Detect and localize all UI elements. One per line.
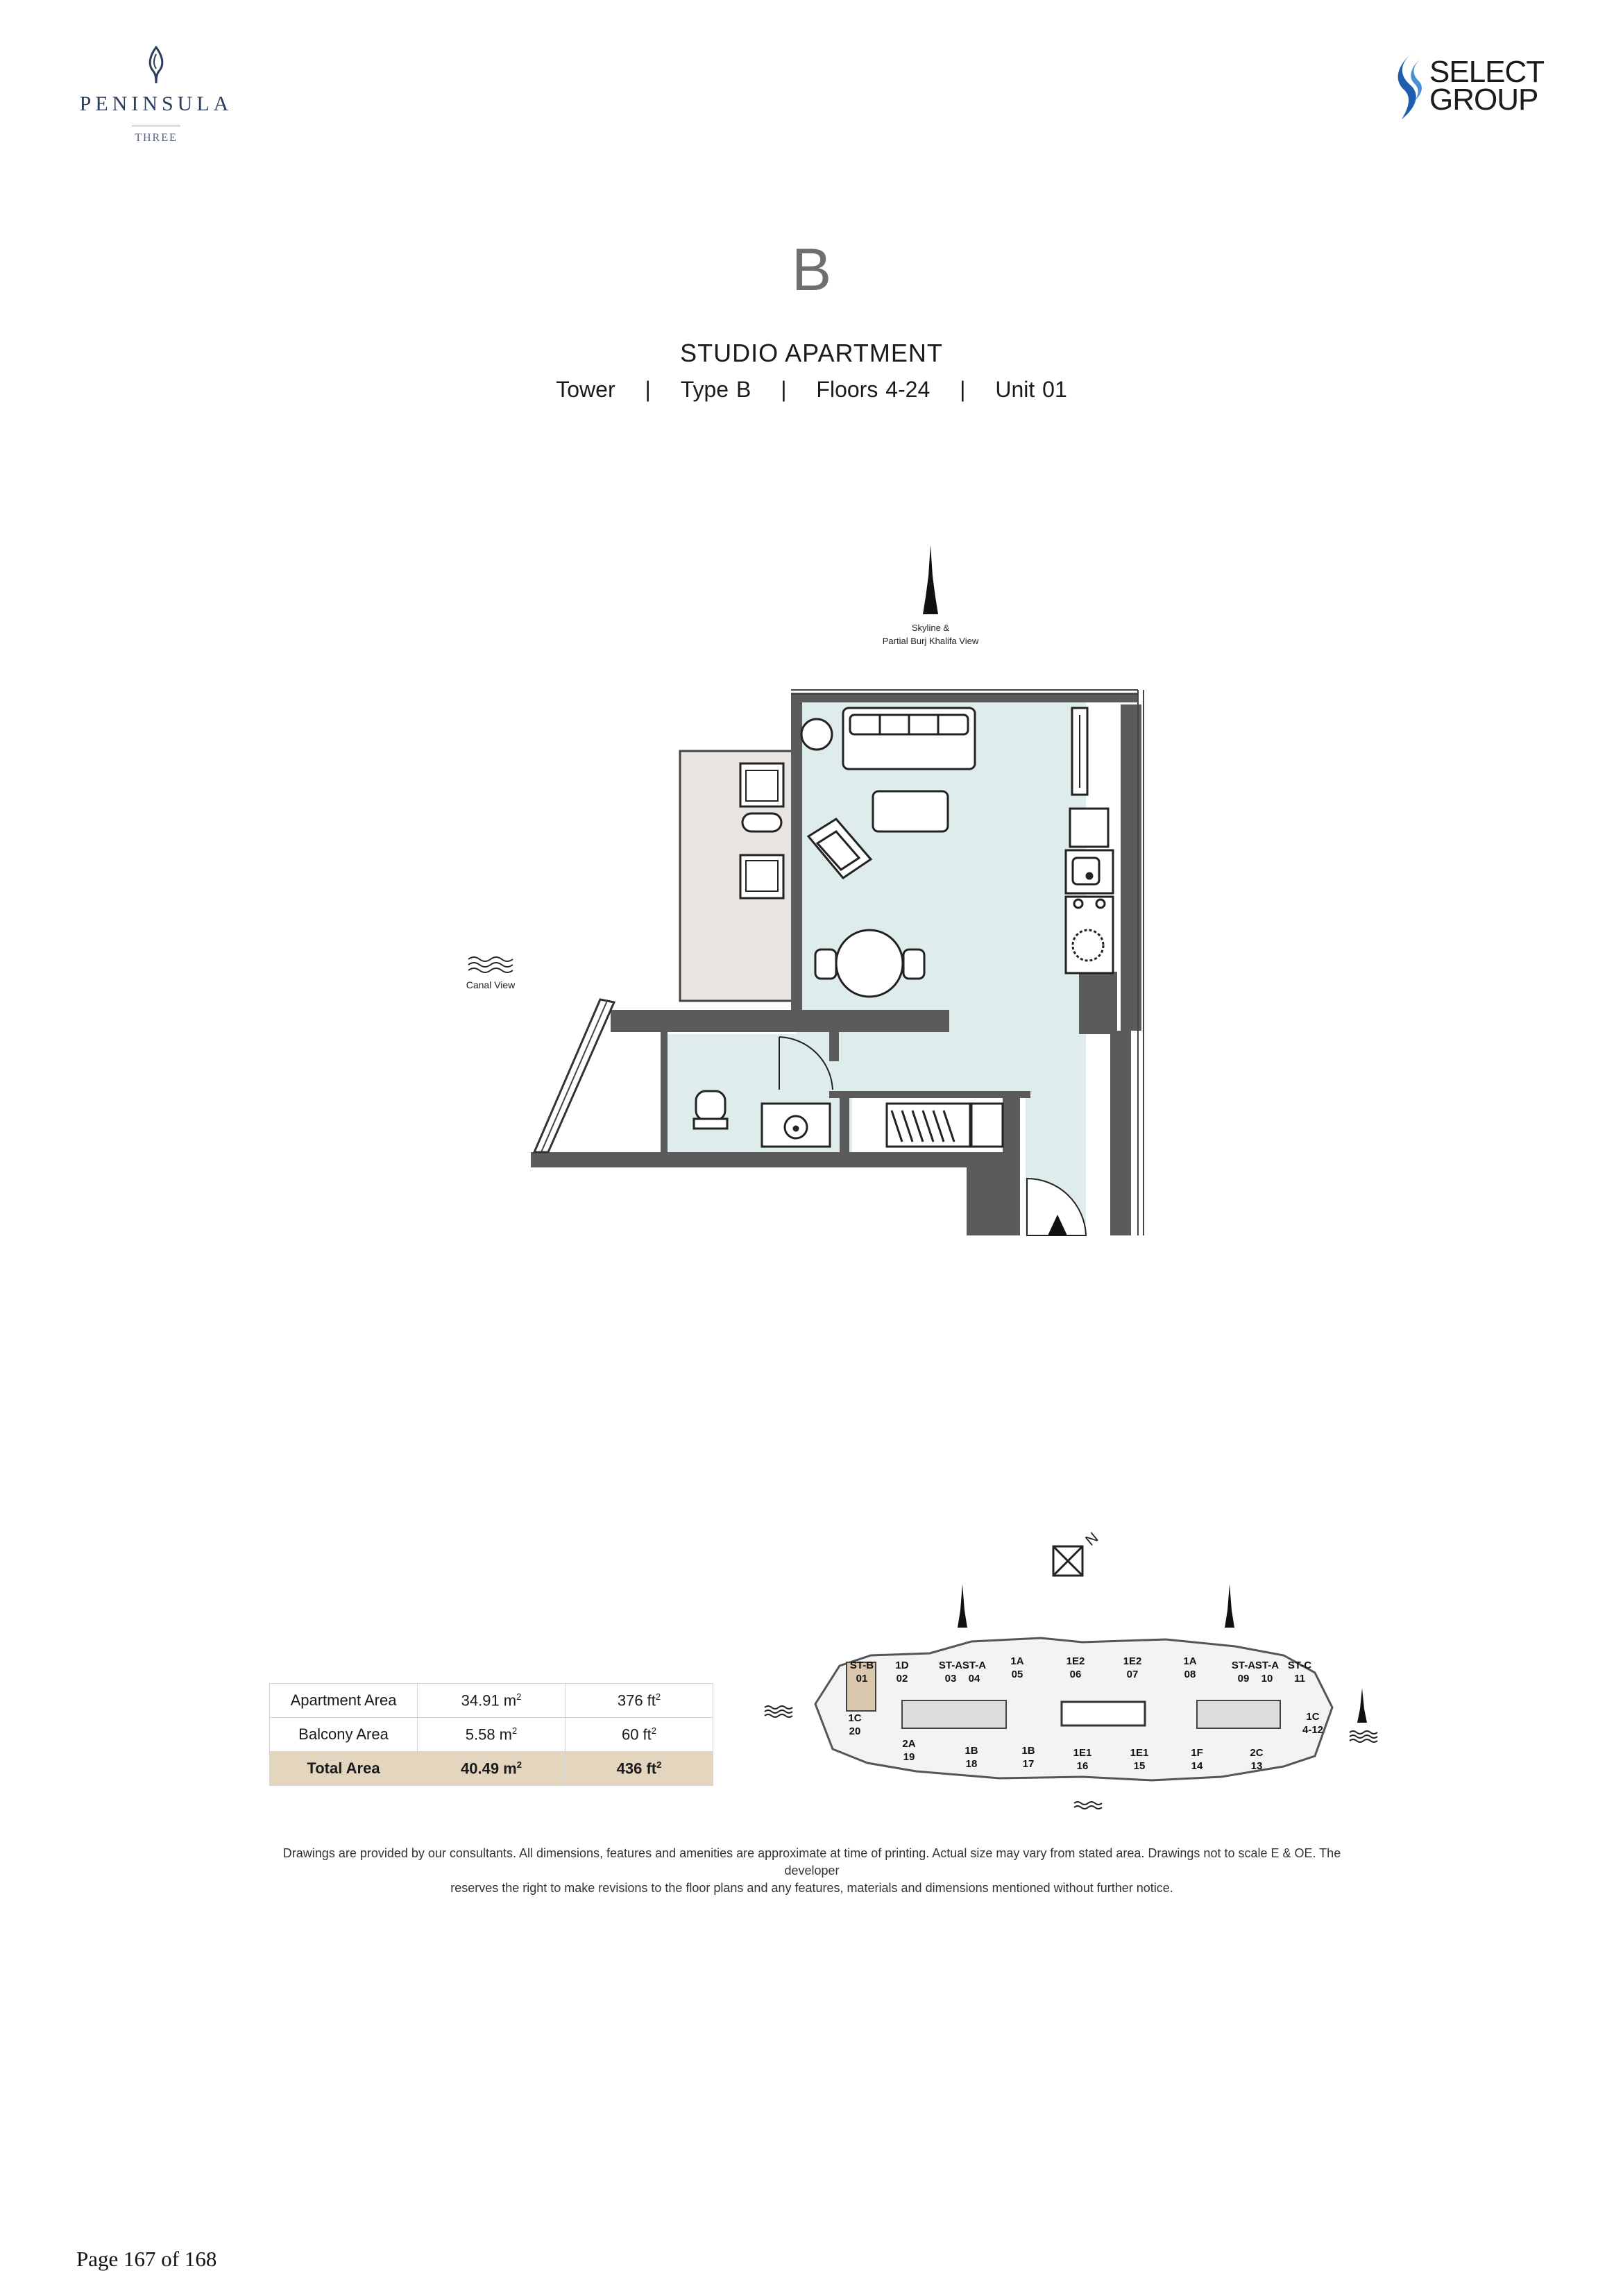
unit-type-label: 1C bbox=[848, 1712, 862, 1724]
unit-number-label: 08 bbox=[1184, 1669, 1196, 1680]
unit-number-label: 11 bbox=[1294, 1673, 1305, 1685]
select-group-swirl-icon bbox=[1395, 47, 1428, 124]
unit-type-label: 1A bbox=[1183, 1655, 1197, 1667]
peninsula-sub: THREE bbox=[135, 132, 178, 144]
unit-number-label: 15 bbox=[1133, 1760, 1146, 1772]
unit-number-label: 17 bbox=[1022, 1758, 1035, 1770]
unit-type-label: 2A bbox=[902, 1738, 916, 1750]
key-plan bbox=[756, 1520, 1402, 1818]
unit-type-label: 1B bbox=[965, 1745, 978, 1757]
unit-type-label: 1E2 bbox=[1066, 1655, 1085, 1667]
core bbox=[1062, 1702, 1145, 1725]
toilet bbox=[694, 1091, 727, 1129]
peninsula-drop-icon bbox=[146, 46, 167, 85]
wardrobe bbox=[887, 1104, 1003, 1147]
unit-type-label: ST-B bbox=[849, 1660, 874, 1671]
canal-waves-icon bbox=[468, 957, 513, 972]
total-label: Total Area bbox=[270, 1752, 418, 1786]
meta-floors: Floors 4-24 bbox=[816, 377, 931, 402]
unit-number-label: 10 bbox=[1261, 1673, 1273, 1685]
top-view-label-1: Skyline & bbox=[911, 623, 950, 633]
select-group-logo bbox=[1395, 47, 1554, 130]
north-compass-icon bbox=[1053, 1546, 1082, 1576]
total-sqft: 436 $ft^2$ bbox=[566, 1752, 713, 1786]
select-group-wordmark bbox=[1429, 55, 1545, 117]
core-stairs bbox=[902, 1700, 1006, 1728]
total-sqm: 40.49 $m^2$ bbox=[418, 1752, 566, 1786]
unit-number-label: 09 bbox=[1237, 1673, 1250, 1685]
unit-number-label: 4-12 bbox=[1302, 1724, 1324, 1736]
unit-type-label: 1D bbox=[895, 1660, 909, 1671]
unit-number-label: 05 bbox=[1011, 1669, 1023, 1680]
table-row bbox=[270, 1684, 713, 1718]
side-table bbox=[801, 719, 832, 750]
peninsula-logo bbox=[76, 46, 236, 144]
unit-number-label: 07 bbox=[1126, 1669, 1139, 1680]
unit-number-label: 19 bbox=[903, 1751, 915, 1763]
meta-separator: | bbox=[645, 377, 651, 402]
unit-title: STUDIO APARTMENT bbox=[680, 339, 943, 367]
disclaimer-line: reserves the right to make revisions to the floor plans and any features, materials and dimensions mentioned without further notice. bbox=[450, 1881, 1173, 1895]
burj-khalifa-icon bbox=[923, 545, 938, 614]
north-label: N bbox=[1082, 1528, 1102, 1549]
sofa bbox=[843, 708, 975, 769]
floor-plan bbox=[444, 534, 1166, 1256]
kitchen bbox=[1066, 708, 1113, 973]
canal-view-label: Canal View bbox=[466, 979, 516, 990]
disclaimer-line: Drawings are provided by our consultants. All dimensions, features and amenities are approximate at time of printing. Actual size may vary from stated area. Drawings not to scale E & OE. The developer bbox=[282, 1846, 1341, 1877]
unit-type-label: 2C bbox=[1250, 1747, 1264, 1759]
balcony-table bbox=[742, 813, 781, 832]
area-sqft: 376 $ft^2$ bbox=[566, 1684, 713, 1718]
coffee-table bbox=[873, 791, 948, 832]
washbasin bbox=[762, 1104, 830, 1147]
meta-separator: | bbox=[781, 377, 787, 402]
meta-tower: Tower bbox=[556, 377, 615, 402]
table-row-total bbox=[270, 1752, 713, 1786]
area-label: Balcony Area bbox=[270, 1718, 418, 1752]
burj-khalifa-icon bbox=[1357, 1688, 1367, 1723]
unit-meta bbox=[0, 377, 1623, 403]
area-sqft: 60 $ft^2$ bbox=[566, 1718, 713, 1752]
unit-type-label: 1E1 bbox=[1130, 1747, 1149, 1759]
burj-khalifa-icon bbox=[1225, 1584, 1234, 1628]
select-word: SELECT bbox=[1429, 55, 1545, 89]
unit-number-label: 18 bbox=[965, 1758, 978, 1770]
group-word: GROUP bbox=[1429, 83, 1538, 117]
unit-number-label: 02 bbox=[896, 1673, 908, 1685]
unit-type-label: 1F bbox=[1191, 1747, 1203, 1759]
meta-separator: | bbox=[960, 377, 966, 402]
disclaimer bbox=[264, 1845, 1360, 1897]
core-stairs bbox=[1197, 1700, 1280, 1728]
unit-number-label: 20 bbox=[849, 1725, 861, 1737]
unit-type-label: 1E1 bbox=[1073, 1747, 1092, 1759]
unit-number-label: 14 bbox=[1191, 1760, 1203, 1772]
unit-number-label: 06 bbox=[1069, 1669, 1082, 1680]
unit-number-label: 04 bbox=[968, 1673, 980, 1685]
unit-number-label: 03 bbox=[944, 1673, 957, 1685]
peninsula-wordmark: PENINSULA bbox=[79, 92, 233, 115]
unit-type-label: ST-A bbox=[962, 1660, 987, 1671]
unit-type-label: 1A bbox=[1010, 1655, 1024, 1667]
unit-type-letter: B bbox=[791, 237, 832, 303]
page-number: Page 167 of 168 bbox=[76, 2247, 217, 2271]
table-row bbox=[270, 1718, 713, 1752]
meta-type: Type B bbox=[680, 377, 751, 402]
unit-type-label: 1B bbox=[1021, 1745, 1035, 1757]
top-view-label-2: Partial Burj Khalifa View bbox=[882, 636, 979, 646]
area-table bbox=[269, 1683, 713, 1786]
area-label: Apartment Area bbox=[270, 1684, 418, 1718]
unit-type-label: ST-C bbox=[1287, 1660, 1312, 1671]
unit-type-label: ST-A bbox=[1255, 1660, 1280, 1671]
area-sqm: 5.58 $m^2$ bbox=[418, 1718, 566, 1752]
unit-number-label: 16 bbox=[1076, 1760, 1089, 1772]
unit-type-label: 1E2 bbox=[1123, 1655, 1142, 1667]
area-sqm: 34.91 $m^2$ bbox=[418, 1684, 566, 1718]
unit-number-label: 01 bbox=[856, 1673, 868, 1685]
unit-number-label: 13 bbox=[1250, 1760, 1263, 1772]
unit-type-label: ST-A bbox=[1231, 1660, 1256, 1671]
unit-type-label: ST-A bbox=[938, 1660, 963, 1671]
meta-unit: Unit 01 bbox=[995, 377, 1067, 402]
burj-khalifa-icon bbox=[958, 1584, 967, 1628]
unit-type-label: 1C bbox=[1306, 1711, 1320, 1723]
